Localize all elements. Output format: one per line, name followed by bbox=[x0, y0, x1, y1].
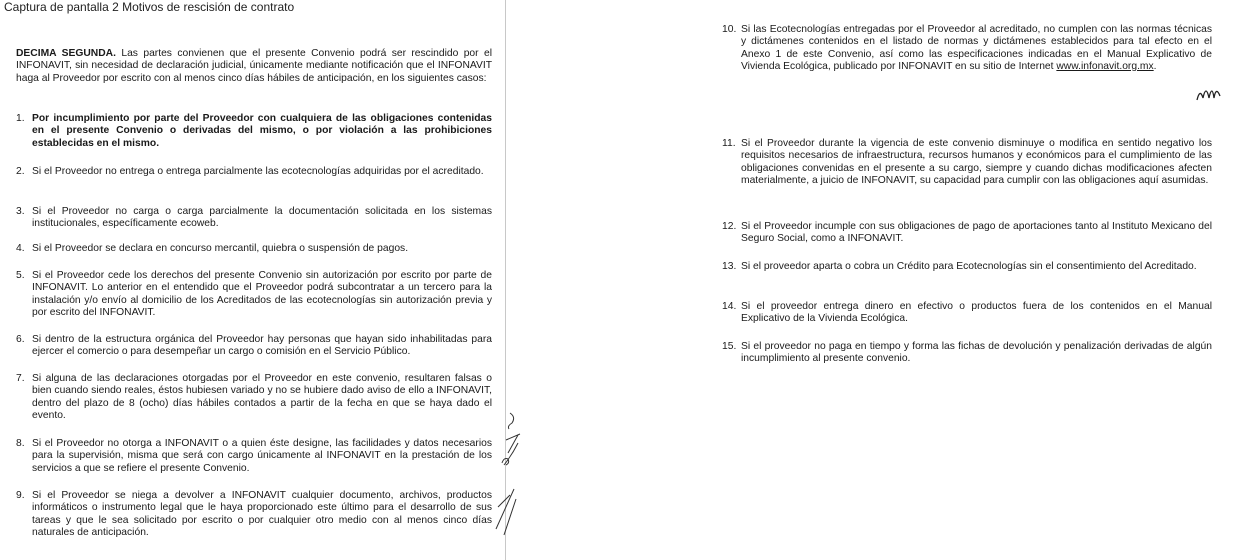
item-text: Si el Proveedor incumple con sus obligaciones de pago de aportaciones tanto al Instituto Mexicano del Seguro Social, como a INFONAVIT. bbox=[741, 221, 1212, 245]
list-item-8 bbox=[16, 438, 492, 475]
item-number: 7. bbox=[16, 373, 25, 384]
item-text: Si el proveedor aparta o cobra un Crédito para Ecotecnologías sin el consentimiento del Acreditado. bbox=[741, 261, 1197, 272]
list-item-1 bbox=[16, 113, 492, 150]
margin-signature-icon bbox=[484, 395, 524, 560]
initials-signature-icon bbox=[1195, 82, 1225, 104]
item-number: 1. bbox=[16, 113, 25, 124]
item-text-tail: . bbox=[1153, 60, 1157, 72]
list-item-6 bbox=[16, 334, 492, 359]
clause-heading: DECIMA SEGUNDA. bbox=[16, 48, 116, 59]
item-number: 3. bbox=[16, 206, 25, 217]
item-number: 14. bbox=[722, 301, 737, 312]
item-text: Si el Proveedor no otorga a INFONAVIT o a quien éste designe, las facilidades y datos necesarios para la supervisión, misma que será con cargo únicamente al INFONAVIT en la prestación de los servicios a que se refiere el presente Convenio. bbox=[32, 438, 492, 474]
item-text: Si el Proveedor se niega a devolver a INFONAVIT cualquier documento, archivos, productos informáticos o instrumento legal que le haya proporcionado este último para el desarrollo de sus tareas y que le sea solicitado por escrito o por cualquier otro medio con al menos cinco días naturales de anticipación. bbox=[32, 490, 492, 537]
list-item-2 bbox=[16, 166, 492, 178]
item-text-body: Si las Ecotecnologías entregadas por el Proveedor al acreditado, no cumplen con las normas técnicas y dictámenes contenidos en el listado de normas y dictámenes establecidos para tal efecto en el Anexo 1 de este Convenio, así como las especificaciones indicadas en el Manual Explicativo de Vivienda Ecológica, publicado por INFONAVIT en su sitio de Internet bbox=[741, 24, 1212, 72]
item-text bbox=[741, 24, 1212, 73]
item-text: Si el Proveedor no carga o carga parcialmente la documentación solicitada en los sistemas institucionales, específicamente ecoweb. bbox=[32, 206, 492, 230]
list-item-12 bbox=[722, 221, 1212, 246]
item-number: 8. bbox=[16, 438, 25, 449]
list-item-3 bbox=[16, 206, 492, 231]
list-item-14 bbox=[722, 301, 1212, 326]
list-item-11 bbox=[722, 138, 1212, 187]
item-number: 5. bbox=[16, 270, 25, 281]
item-text: Si alguna de las declaraciones otorgadas por el Proveedor en este convenio, resultaren falsas o bien cuando siendo reales, éstos hubiesen variado y no se hubiere dado aviso de ello a INFONAVIT, dentro del plazo de 8 (ocho) días hábiles contados a partir de la fecha en que se haya dado el evento. bbox=[32, 373, 492, 421]
item-number: 11. bbox=[722, 138, 736, 149]
item-text: Si el Proveedor durante la vigencia de este convenio disminuye o modifica en sentido negativo los requisitos necesarios de infraestructura, recursos humanos y económicos para el cumplimiento de las obligaciones convenidas en el presente a su cargo, siempre y cuando dichas modificaciones afecten materialmente, a juicio de INFONAVIT, su capacidad para cumplir con las obligaciones aquí asumidas. bbox=[741, 138, 1212, 186]
item-number: 13. bbox=[722, 261, 737, 272]
screenshot-caption: Captura de pantalla 2 Motivos de rescisión de contrato bbox=[4, 0, 295, 14]
item-number: 6. bbox=[16, 334, 25, 345]
clause-intro bbox=[16, 48, 492, 85]
list-item-5 bbox=[16, 270, 492, 319]
list-item-15 bbox=[722, 341, 1212, 366]
list-item-7 bbox=[16, 373, 492, 422]
item-number: 12. bbox=[722, 221, 737, 232]
list-item-9 bbox=[16, 490, 492, 537]
item-number: 2. bbox=[16, 166, 25, 177]
item-text: Si el Proveedor cede los derechos del presente Convenio sin autorización por escrito por parte de INFONAVIT. Lo anterior en el entendido que el Proveedor podrá subcontratar a un tercero para la instalación y/o envío al domicilio de los Acreditados de las ecotecnologías sin autorización previa y por escrito del INFONAVIT. bbox=[32, 270, 492, 318]
item-number: 4. bbox=[16, 243, 25, 254]
item-number: 15. bbox=[722, 341, 737, 352]
list-item-4 bbox=[16, 243, 492, 255]
item-number: 10. bbox=[722, 24, 737, 35]
item-text: Si el proveedor no paga en tiempo y forma las fichas de devolución y penalización derivadas de algún incumplimiento al presente convenio. bbox=[741, 341, 1212, 365]
item-text: Si dentro de la estructura orgánica del Proveedor hay personas que hayan sido inhabilitadas para ejercer el comercio o para desempeñar un cargo o comisión en el Servicio Público. bbox=[32, 334, 492, 358]
list-item-13 bbox=[722, 261, 1212, 273]
list-item-10 bbox=[722, 24, 1212, 73]
item-number: 9. bbox=[16, 490, 25, 501]
infonavit-website-link[interactable]: www.infonavit.org.mx bbox=[1056, 60, 1154, 72]
item-text: Si el Proveedor no entrega o entrega parcialmente las ecotecnologías adquiridas por el acreditado. bbox=[32, 166, 484, 177]
item-text: Si el proveedor entrega dinero en efectivo o productos fuera de los contenidos en el Manual Explicativo de la Vivienda Ecológica. bbox=[741, 301, 1212, 325]
item-text: Si el Proveedor se declara en concurso mercantil, quiebra o suspensión de pagos. bbox=[32, 243, 409, 254]
item-text: Por incumplimiento por parte del Proveedor con cualquiera de las obligaciones contenidas en el presente Convenio o derivadas del mismo, o por violación a las prohibiciones establecidas en el mismo. bbox=[32, 113, 492, 149]
clause-intro-text: Las partes convienen que el presente Convenio podrá ser rescindido por el INFONAVIT, sin necesidad de declaración judicial, únicamente mediante notificación que el INFONAVIT haga al Proveedor por escrito con al menos cinco días hábiles de anticipación, en los siguientes casos: bbox=[16, 48, 492, 84]
